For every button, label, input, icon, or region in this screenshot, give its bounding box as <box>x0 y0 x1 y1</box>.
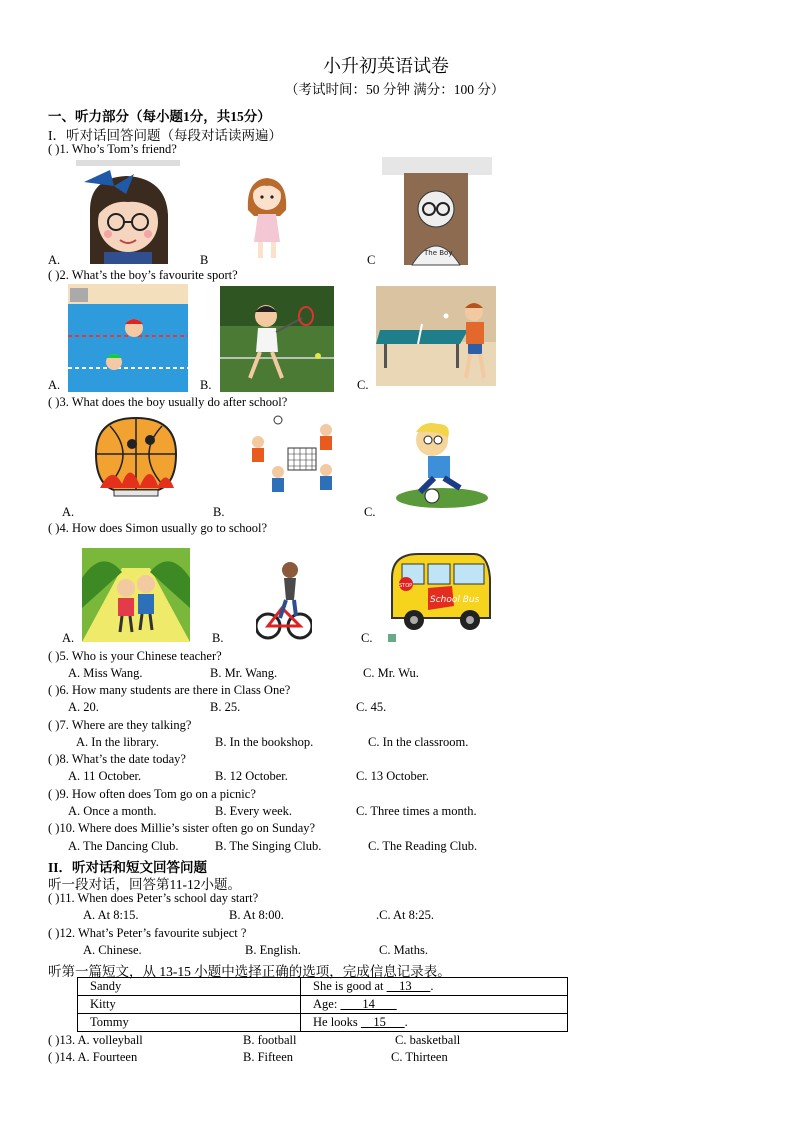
q2-option-a-picture <box>68 284 188 392</box>
answer-blank[interactable]: 15 <box>360 1015 405 1029</box>
q6-option-a: A. 20. <box>68 700 99 714</box>
table-cell-name: Sandy <box>78 978 301 996</box>
q10-option-b: B. The Singing Club. <box>215 839 322 853</box>
q4-option-a-picture <box>82 548 190 642</box>
svg-text:STOP: STOP <box>399 583 413 589</box>
q12-option-a: A. Chinese. <box>83 943 142 957</box>
q1-option-a-picture <box>76 160 180 264</box>
q5-option-b: B. Mr. Wang. <box>210 666 278 680</box>
q4-option-c-label: C. <box>361 631 373 645</box>
q2-option-c-label: C. <box>357 378 369 392</box>
q1-option-b-label: B <box>200 253 209 267</box>
q7-option-b: B. In the bookshop. <box>215 735 314 749</box>
part-2-intro-2: 听第一篇短文，从 13-15 小题中选择正确的选项，完成信息记录表。 <box>48 964 451 979</box>
q8-option-a: A. 11 October. <box>68 769 142 783</box>
question-10: ( )10. Where does Millie’s sister often go on Sunday? <box>48 821 316 835</box>
question-12: ( )12. What’s Peter’s favourite subject ? <box>48 926 247 940</box>
q6-option-c: C. 45. <box>356 700 387 714</box>
q8-option-c: C. 13 October. <box>356 769 429 783</box>
svg-text:School Bus: School Bus <box>430 595 480 605</box>
q1-option-b-picture <box>242 170 292 262</box>
exam-info: （考试时间：50 分钟 满分：100 分） <box>285 82 505 97</box>
question-4: ( )4. How does Simon usually go to school? <box>48 521 268 535</box>
q3-option-b-label: B. <box>213 505 225 519</box>
question-1: ( )1. Who’s Tom’s friend? <box>48 142 177 156</box>
q7-option-a: A. In the library. <box>76 735 159 749</box>
q2-option-c-picture <box>376 286 496 386</box>
answer-blank[interactable]: 14 <box>340 997 397 1011</box>
part-heading: I．听对话回答问题（每段对话读两遍） <box>48 128 282 143</box>
q11-option-b: B. At 8:00. <box>229 908 284 922</box>
table-cell-info: She is good at 13 . <box>301 978 568 996</box>
q8-option-b: B. 12 October. <box>215 769 288 783</box>
question-9: ( )9. How often does Tom go on a picnic? <box>48 787 256 801</box>
table-cell-info: Age: 14 <box>301 996 568 1014</box>
table-row <box>78 996 568 1014</box>
q9-option-c: C. Three times a month. <box>356 804 477 818</box>
table-row <box>78 978 568 996</box>
q10-option-a: A. The Dancing Club. <box>68 839 179 853</box>
table-row <box>78 1014 568 1032</box>
q6-option-b: B. 25. <box>210 700 241 714</box>
question-3: ( )3. What does the boy usually do after school? <box>48 395 288 409</box>
section-heading: 一、听力部分（每小题1分，共15分） <box>48 109 271 124</box>
q3-option-c-picture <box>394 418 490 514</box>
q13-option-c: C. basketball <box>395 1033 461 1047</box>
q9-option-a: A. Once a month. <box>68 804 157 818</box>
question-6: ( )6. How many students are there in Class One? <box>48 683 291 697</box>
q5-option-c: C. Mr. Wu. <box>363 666 419 680</box>
q11-option-c: .C. At 8:25. <box>376 908 434 922</box>
part-2-intro-1: 听一段对话，回答第11-12小题。 <box>48 877 241 892</box>
q1-option-a-label: A. <box>48 253 61 267</box>
q1-option-c-label: C <box>367 253 376 267</box>
q10-option-c: C. The Reading Club. <box>368 839 478 853</box>
q4-option-a-label: A. <box>62 631 75 645</box>
q3-option-a-label: A. <box>62 505 75 519</box>
info-record-table <box>77 977 568 1032</box>
q5-option-a: A. Miss Wang. <box>68 666 143 680</box>
q2-option-b-picture <box>220 286 334 392</box>
q2-option-a-label: A. <box>48 378 61 392</box>
q11-option-a: A. At 8:15. <box>83 908 139 922</box>
q14-option-b: B. Fifteen <box>243 1050 293 1064</box>
question-5: ( )5. Who is your Chinese teacher? <box>48 649 222 663</box>
table-cell-name: Tommy <box>78 1014 301 1032</box>
question-11: ( )11. When does Peter’s school day start? <box>48 891 259 905</box>
question-7: ( )7. Where are they talking? <box>48 718 192 732</box>
page-title: 小升初英语试卷 <box>323 56 449 76</box>
answer-blank[interactable]: 13 <box>386 979 431 993</box>
q12-option-b: B. English. <box>245 943 301 957</box>
q14-option-c: C. Thirteen <box>391 1050 448 1064</box>
question-8: ( )8. What’s the date today? <box>48 752 186 766</box>
q3-option-a-picture <box>92 414 180 498</box>
q4-option-b-label: B. <box>212 631 224 645</box>
q3-option-b-picture <box>244 414 344 504</box>
q12-option-c: C. Maths. <box>379 943 428 957</box>
q4-option-b-picture <box>256 560 312 642</box>
table-cell-name: Kitty <box>78 996 301 1014</box>
q7-option-c: C. In the classroom. <box>368 735 469 749</box>
q2-option-b-label: B. <box>200 378 212 392</box>
q9-option-b: B. Every week. <box>215 804 293 818</box>
q3-option-c-label: C. <box>364 505 376 519</box>
q13-option-b: B. football <box>243 1033 297 1047</box>
part-2-heading: II．听对话和短文回答问题 <box>48 860 208 875</box>
svg-text:The Boy: The Boy <box>424 249 453 257</box>
question-14: ( )14. A. Fourteen <box>48 1050 138 1064</box>
table-cell-info: He looks 15 . <box>301 1014 568 1032</box>
q1-option-c-picture <box>382 157 492 267</box>
question-13: ( )13. A. volleyball <box>48 1033 143 1047</box>
q4-option-c-picture <box>384 548 494 644</box>
question-2: ( )2. What’s the boy’s favourite sport? <box>48 268 238 282</box>
